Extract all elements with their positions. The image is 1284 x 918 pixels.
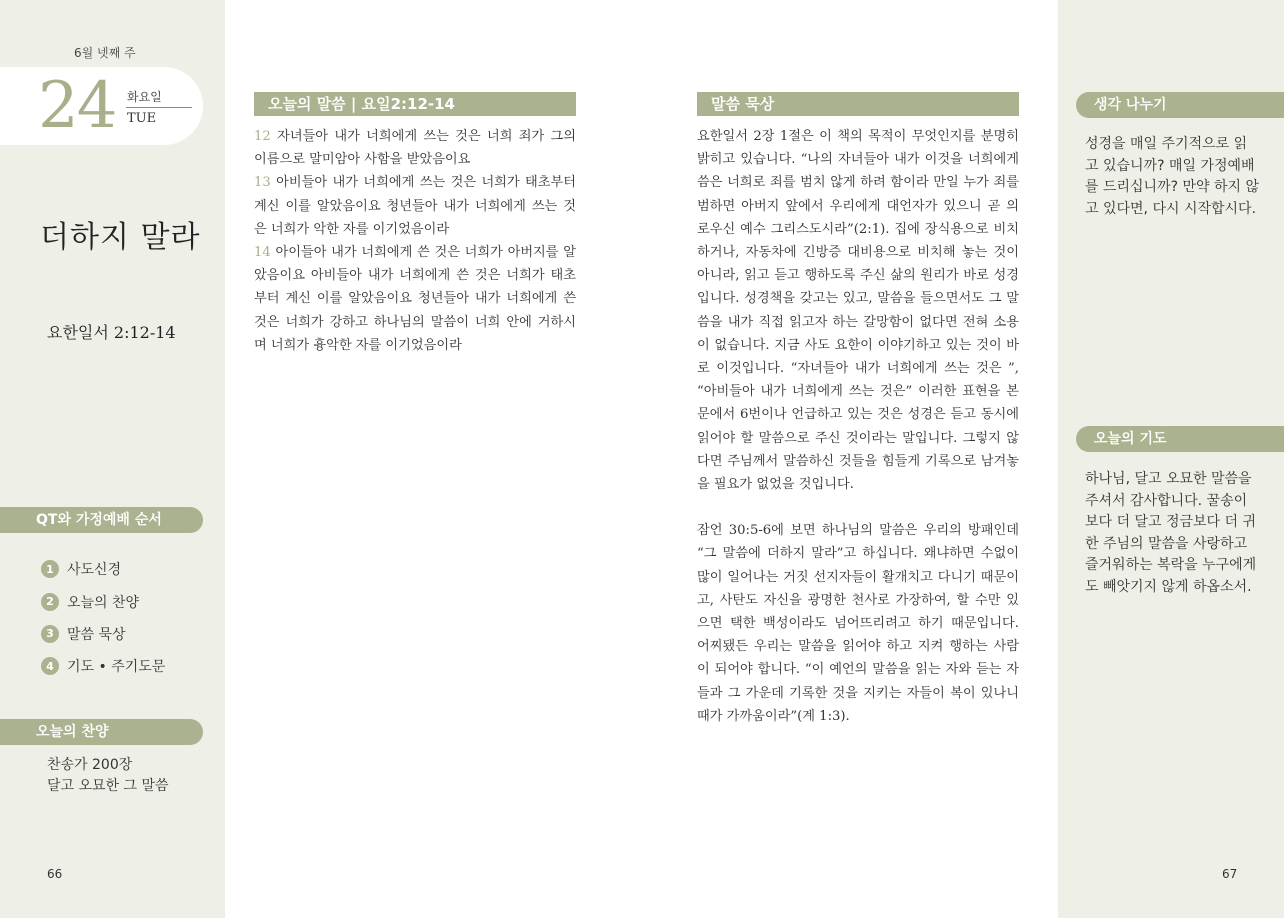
day-number: 24 <box>38 69 116 143</box>
order-item <box>41 553 165 585</box>
verse-text: 아비들아 내가 너희에게 쓰는 것은 너희가 태초부터 계신 이를 알았음이요 청년들아 내가 너희에게 쓰는 것은 너희가 악한 자를 이기었음이라 <box>254 175 576 237</box>
hymn-title: 달고 오묘한 그 말씀 <box>47 778 169 794</box>
verse-number: 14 <box>254 245 271 261</box>
order-list <box>41 553 165 683</box>
order-heading: QT와 가정예배 순서 <box>0 507 203 533</box>
meditation-text <box>697 125 1019 728</box>
order-number-badge: 4 <box>41 657 59 675</box>
verse-number: 13 <box>254 175 271 191</box>
page-title: 더하지 말라 <box>40 220 201 255</box>
prayer-heading: 오늘의 기도 <box>1076 426 1284 452</box>
page-number-right: 67 <box>1222 867 1238 881</box>
order-item-label: 사도신경 <box>67 562 122 579</box>
prayer-text: 하나님, 달고 오묘한 말씀을 주셔서 감사합니다. 꿀송이보다 더 달고 정금보다 더 귀한 주님의 말씀을 사랑하고 즐거워하는 복락을 누구에게도 빼앗기지 않게 하옵소서. <box>1085 471 1257 595</box>
verse-text: 아이들아 내가 너희에게 쓴 것은 너희가 아버지를 알았음이요 아비들아 내가 너희에게 쓴 것은 너희가 태초부터 계신 이를 알았음이요 청년들아 내가 너희에게 쓴 것은 너희가 강하고 하나님의 말씀이 너희 안에 거하시며 너희가 흉악한 자를 이기었음이라 <box>254 245 576 353</box>
order-item <box>41 650 165 682</box>
order-item-label: 기도 • 주기도문 <box>67 659 166 676</box>
order-item-label: 오늘의 찬양 <box>67 594 140 611</box>
meditation-paragraph: 요한일서 2장 1절은 이 책의 목적이 무엇인지를 분명히 밝히고 있습니다. “나의 자녀들아 내가 이것을 너희에게 씀은 너희로 죄를 범치 않게 하려 함이라 만일 누가 죄를 범하면 아버지 앞에서 우리에게 대언자가 있으니 곧 의로우신 예수 그리스도시라”(2:1). 집에 장식용으로 비치하거나, 자동차에 긴방증 대비용으로 비치해 놓는 것이 아니라, 읽고 듣고 행하도록 주신 삶의 원리가 바로 성경입니다. 성경책을 갖고는 있고, 말씀을 들으면서도 그 말씀을 내가 직접 읽고자 하는 갈망함이 없다면 전혀 소용이 없습니다. 지금 사도 요한이 이야기하고 있는 것이 바로 이것입니다. “자녀들아 내가 너희에게 쓰는 것은 ”, “아비들아 내가 너희에게 쓰는 것은” 이러한 표현을 본문에서 6번이나 언급하고 있는 것은 성경은 듣고 동시에 읽어야 할 말씀으로 주신 것이라는 말입니다. 그렇지 않다면 주님께서 말씀하신 것들을 힘들게 기록으로 남겨놓을 필요가 없었을 것입니다. <box>697 129 1019 493</box>
scripture-text <box>254 125 576 357</box>
left-sidebar <box>0 0 225 918</box>
order-number-badge: 2 <box>41 593 59 611</box>
verse-text: 자녀들아 내가 너희에게 쓰는 것은 너희 죄가 그의 이름으로 말미암아 사함을 받았음이요 <box>254 129 576 168</box>
meditation-paragraph: 잠언 30:5-6에 보면 하나님의 말씀은 우리의 방패인데 “그 말씀에 더하지 말라”고 하십니다. 왜냐하면 수없이 많이 일어나는 거짓 선지자들이 활개치고 다니기 때문이고, 사탄도 자신을 광명한 천사로 가장하여, 할 수만 있으면 택한 백성이라도 넘어뜨리려고 하기 때문입니다. 어찌됐든 우리는 말씀을 읽어야 하고 지켜 행하는 사람이 되어야 합니다. “이 예언의 말씀을 읽는 자와 듣는 자들과 그 가운데 기록한 것을 지키는 자들이 복이 있나니 때가 가까움이라”(계 1:3). <box>697 523 1019 724</box>
page-number-left: 66 <box>47 867 63 881</box>
hymn-heading: 오늘의 찬양 <box>0 719 203 745</box>
word-heading: 오늘의 말씀 | 요일2:12-14 <box>254 92 576 116</box>
order-item-label: 말씀 묵상 <box>67 626 126 643</box>
hymn-number: 찬송가 200장 <box>47 757 133 773</box>
hymn-info <box>47 755 169 797</box>
share-heading: 생각 나누기 <box>1076 92 1284 118</box>
weekday-korean: 화요일 <box>127 90 162 104</box>
scripture-reference: 요한일서 2:12-14 <box>47 323 176 342</box>
share-text: 성경을 매일 주기적으로 읽고 있습니까? 매일 가정예배를 드리십니까? 만약 하지 않고 있다면, 다시 시작합시다. <box>1085 136 1259 217</box>
week-label: 6월 넷째 주 <box>74 46 136 60</box>
weekday-english: TUE <box>127 111 157 126</box>
order-number-badge: 1 <box>41 560 59 578</box>
order-item <box>41 585 165 617</box>
weekday-divider <box>126 107 192 108</box>
order-item <box>41 618 165 650</box>
meditation-heading: 말씀 묵상 <box>697 92 1019 116</box>
verse-number: 12 <box>254 129 271 144</box>
order-number-badge: 3 <box>41 625 59 643</box>
